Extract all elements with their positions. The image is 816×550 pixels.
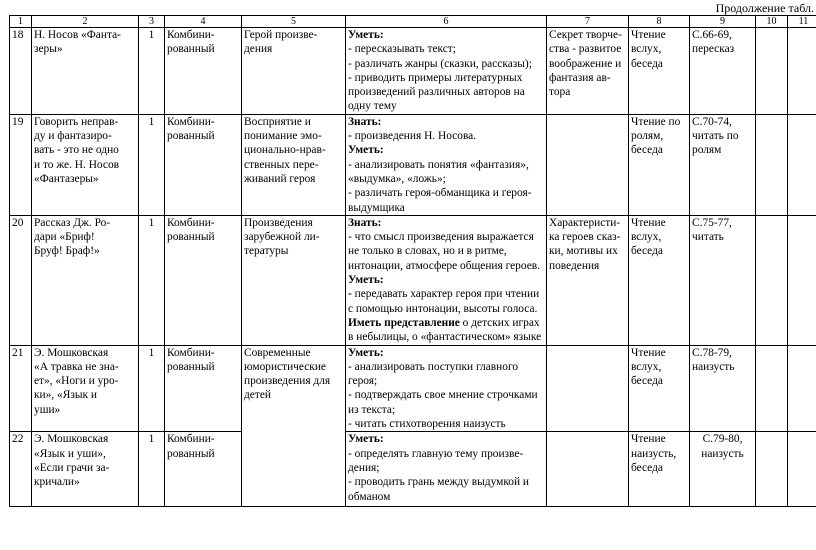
- content-line: [348, 417, 544, 431]
- content-label: Уметь:: [348, 346, 384, 359]
- empty-cell: [756, 215, 788, 345]
- lesson-topic: [32, 215, 139, 345]
- lesson-topic: [32, 114, 139, 215]
- content-label: Уметь:: [348, 29, 384, 41]
- lesson-activity-line: вслух,: [631, 43, 662, 56]
- lesson-aspect-line: Восприятие и: [244, 115, 311, 128]
- lesson-type-line: Комбини-: [167, 216, 215, 229]
- lesson-extra: [547, 114, 629, 215]
- table-row: [10, 215, 816, 345]
- lesson-type-line: Комбини-: [167, 29, 215, 41]
- lesson-type-line: рованный: [167, 360, 215, 373]
- lesson-aspect-line: ционально-нрав-: [244, 144, 326, 157]
- lesson-topic-line: ду и фантазиро-: [34, 130, 112, 143]
- lesson-homework: [690, 432, 756, 507]
- empty-cell: [756, 28, 788, 115]
- lesson-content: [346, 215, 547, 345]
- lesson-activity: [629, 114, 690, 215]
- table-row: [10, 28, 816, 115]
- content-line: [348, 374, 544, 388]
- empty-cell: [788, 432, 816, 507]
- content-label: Уметь:: [348, 433, 384, 446]
- lesson-topic-line: зеры»: [34, 43, 63, 56]
- lesson-topic-line: вать - это не одно: [34, 144, 119, 157]
- content-text: - пересказывать текст;: [348, 43, 456, 56]
- content-text: произведений различных авторов на: [348, 86, 525, 99]
- content-text: в небылицы, о «фантастическом» языке: [348, 331, 542, 344]
- lesson-extra-line: тора: [549, 86, 571, 99]
- lesson-topic: [32, 345, 139, 432]
- content-text: - анализировать поступки главного: [348, 360, 519, 373]
- column-number: 11: [788, 16, 816, 28]
- lesson-homework-line: наизусть: [701, 447, 744, 460]
- lesson-topic: [32, 432, 139, 507]
- lesson-aspect-line: ственных пере-: [244, 158, 319, 171]
- lesson-extra-line: Секрет творче-: [549, 29, 622, 41]
- content-line: [348, 85, 544, 99]
- lesson-aspect-line: понимание эмо-: [244, 130, 322, 143]
- lesson-topic-line: Э. Мошковская: [34, 346, 109, 359]
- lesson-extra-line: ства - развитое: [549, 43, 622, 56]
- lesson-content: [346, 432, 547, 507]
- content-text: - различать жанры (сказки, рассказы);: [348, 57, 532, 70]
- table-row: [10, 114, 816, 215]
- content-text: обманом: [348, 490, 391, 503]
- content-text: - анализировать понятия «фантазия»,: [348, 158, 529, 171]
- lesson-homework-line: наизусть: [692, 360, 735, 373]
- content-line: [348, 273, 544, 287]
- lesson-topic-line: уши»: [34, 403, 61, 416]
- content-text: интонации, атмосфере общения героев.: [348, 259, 540, 272]
- lesson-homework: [690, 114, 756, 215]
- lesson-hours: 1: [139, 432, 165, 507]
- lesson-hours: 1: [139, 114, 165, 215]
- content-line: [348, 129, 544, 143]
- lesson-type-line: Комбини-: [167, 346, 215, 359]
- lesson-content: [346, 28, 547, 115]
- lesson-extra-line: Характеристи-: [549, 216, 621, 229]
- content-text: одну тему: [348, 100, 397, 113]
- lesson-activity-line: беседа: [631, 461, 663, 474]
- lesson-topic-line: и то же. Н. Носов: [34, 158, 120, 171]
- empty-cell: [788, 114, 816, 215]
- lesson-homework-line: С.66-69,: [692, 29, 732, 41]
- content-line: [348, 360, 544, 374]
- lesson-extra: [547, 345, 629, 432]
- lesson-hours: 1: [139, 215, 165, 345]
- lesson-hours: 1: [139, 345, 165, 432]
- lesson-topic-line: Э. Мошковская: [34, 433, 109, 446]
- lesson-aspect-line: живаний героя: [244, 172, 316, 185]
- column-number: 6: [346, 16, 547, 28]
- content-line: [348, 230, 544, 244]
- empty-cell: [756, 345, 788, 432]
- lesson-activity-line: Чтение: [631, 216, 666, 229]
- content-line: [348, 259, 544, 273]
- lesson-activity: [629, 345, 690, 432]
- lesson-type: [165, 28, 242, 115]
- column-number: 2: [32, 16, 139, 28]
- lesson-activity-line: беседа: [631, 57, 663, 70]
- lesson-homework: [690, 28, 756, 115]
- content-text: дения;: [348, 461, 380, 474]
- lesson-number: 20: [10, 215, 32, 345]
- content-line: [348, 28, 544, 42]
- lesson-aspect-line: тературы: [244, 245, 289, 258]
- lesson-content: [346, 345, 547, 432]
- lesson-topic-line: «Фантазеры»: [34, 172, 99, 185]
- content-text: «выдумка», «ложь»;: [348, 172, 446, 185]
- content-line: [348, 186, 544, 200]
- lesson-activity: [629, 432, 690, 507]
- lesson-type-line: рованный: [167, 447, 215, 460]
- lesson-homework-line: читать по: [692, 130, 739, 143]
- content-text: из текста;: [348, 403, 396, 416]
- lesson-activity-line: Чтение: [631, 346, 666, 359]
- content-line: [348, 330, 544, 344]
- lesson-type-line: рованный: [167, 231, 215, 244]
- content-label: Уметь:: [348, 144, 384, 157]
- content-text: героя;: [348, 375, 378, 388]
- empty-cell: [788, 215, 816, 345]
- lesson-aspect-line: детей: [244, 389, 271, 402]
- content-text: - определять главную тему произве-: [348, 447, 524, 460]
- lesson-aspect-line: дения: [244, 43, 273, 56]
- column-number: 1: [10, 16, 32, 28]
- lesson-type-line: рованный: [167, 43, 215, 56]
- lesson-activity-line: вслух,: [631, 360, 662, 373]
- column-number: 3: [139, 16, 165, 28]
- lesson-topic-line: Бруф! Браф!»: [34, 245, 100, 258]
- lesson-topic-line: ки», «Язык и: [34, 389, 97, 402]
- content-line: [348, 99, 544, 113]
- lesson-activity-line: Чтение: [631, 29, 666, 41]
- content-text: - подтверждать свое мнение строчками: [348, 389, 538, 402]
- lesson-number: 22: [10, 432, 32, 507]
- content-label: Знать:: [348, 216, 382, 229]
- content-text: о детских играх: [459, 316, 540, 329]
- lesson-activity-line: вслух,: [631, 231, 662, 244]
- content-line: [348, 346, 544, 360]
- content-label: Уметь:: [348, 274, 384, 287]
- content-line: [348, 201, 544, 215]
- lesson-activity: [629, 28, 690, 115]
- content-line: [348, 287, 544, 301]
- content-line: [348, 158, 544, 172]
- lesson-activity-line: беседа: [631, 144, 663, 157]
- lesson-aspect: [242, 114, 346, 215]
- content-text: произведения Н. Носова.: [351, 130, 477, 143]
- lesson-aspect: [242, 215, 346, 345]
- lesson-topic-line: Н. Носов «Фанта-: [34, 29, 121, 41]
- content-line: [348, 302, 544, 316]
- content-text: - проводить грань между выдумкой и: [348, 476, 530, 489]
- content-line: [348, 244, 544, 258]
- column-number: 4: [165, 16, 242, 28]
- content-line: [348, 172, 544, 186]
- lesson-type-line: Комбини-: [167, 433, 215, 446]
- lesson-topic-line: ет», «Ноги и уро-: [34, 375, 119, 388]
- lesson-extra-line: ки, мотивы их: [549, 245, 618, 258]
- empty-cell: [788, 345, 816, 432]
- content-line: [348, 432, 544, 446]
- lesson-number: 21: [10, 345, 32, 432]
- content-line: [348, 447, 544, 461]
- content-line: [348, 316, 544, 330]
- content-text: передавать характер героя при чтении: [351, 288, 540, 301]
- lesson-number: 18: [10, 28, 32, 115]
- lesson-activity-line: Чтение по: [631, 115, 681, 128]
- lesson-type-line: Комбини-: [167, 115, 215, 128]
- content-text: - различать героя-обманщика и героя-: [348, 187, 532, 200]
- content-text: - читать стихотворения наизусть: [348, 418, 506, 431]
- lesson-topic-line: Рассказ Дж. Ро-: [34, 216, 111, 229]
- lesson-type: [165, 345, 242, 432]
- lesson-homework-line: С.70-74,: [692, 115, 732, 128]
- lesson-homework: [690, 345, 756, 432]
- column-number: 8: [629, 16, 690, 28]
- lesson-content: [346, 114, 547, 215]
- lesson-homework-line: С.78-79,: [692, 346, 732, 359]
- lesson-extra-line: фантазия ав-: [549, 71, 611, 84]
- lesson-aspect-line: Современные: [244, 346, 311, 359]
- lesson-plan-table: [9, 15, 816, 507]
- column-number: 7: [547, 16, 629, 28]
- lesson-type-line: рованный: [167, 130, 215, 143]
- table-row: [10, 345, 816, 432]
- lesson-topic-line: «Язык и уши»,: [34, 447, 106, 460]
- content-line: [348, 143, 544, 157]
- lesson-activity-line: ролям,: [631, 130, 664, 143]
- content-line: [348, 115, 544, 129]
- content-line: [348, 475, 544, 489]
- content-label: -: [348, 288, 352, 301]
- content-line: [348, 57, 544, 71]
- lesson-homework-line: С.79-80,: [702, 433, 743, 446]
- column-number-row: [10, 16, 816, 28]
- lesson-activity-line: беседа: [631, 245, 663, 258]
- content-text: выдумщика: [348, 201, 405, 214]
- content-line: [348, 403, 544, 417]
- lesson-extra: [547, 28, 629, 115]
- content-label: Иметь представление: [348, 316, 460, 329]
- empty-cell: [756, 114, 788, 215]
- lesson-homework-line: ролям: [692, 144, 722, 157]
- table-row: [10, 432, 816, 507]
- lesson-type: [165, 432, 242, 507]
- lesson-extra-line: ка героев сказ-: [549, 231, 621, 244]
- lesson-type: [165, 114, 242, 215]
- content-line: [348, 71, 544, 85]
- continuation-label: Продолжение табл.: [715, 1, 814, 15]
- lesson-activity-line: наизусть,: [631, 447, 677, 460]
- lesson-extra-line: поведения: [549, 259, 600, 272]
- lesson-topic-line: Говорить неправ-: [34, 115, 119, 128]
- lesson-homework-line: пересказ: [692, 43, 735, 56]
- lesson-homework-line: читать: [692, 231, 724, 244]
- lesson-extra: [547, 215, 629, 345]
- column-number: 5: [242, 16, 346, 28]
- content-label: Знать:: [348, 115, 382, 128]
- lesson-topic-line: «А травка не зна-: [34, 360, 119, 373]
- lesson-topic: [32, 28, 139, 115]
- lesson-extra: [547, 432, 629, 507]
- empty-cell: [756, 432, 788, 507]
- lesson-activity-line: Чтение: [631, 433, 666, 446]
- lesson-type: [165, 215, 242, 345]
- lesson-topic-line: дари «Бриф!: [34, 231, 95, 244]
- content-line: [348, 490, 544, 504]
- lesson-hours: 1: [139, 28, 165, 115]
- lesson-aspect: [242, 345, 346, 507]
- content-line: [348, 461, 544, 475]
- content-line: [348, 388, 544, 402]
- content-label: -: [348, 130, 352, 143]
- empty-cell: [788, 28, 816, 115]
- lesson-activity-line: беседа: [631, 375, 663, 388]
- lesson-topic-line: «Если грачи за-: [34, 461, 110, 474]
- lesson-aspect: [242, 28, 346, 115]
- lesson-topic-line: кричали»: [34, 476, 80, 489]
- content-text: - что смысл произведения выражается: [348, 231, 534, 244]
- lesson-aspect-line: зарубежной ли-: [244, 231, 320, 244]
- lesson-number: 19: [10, 114, 32, 215]
- lesson-aspect-line: произведения для: [244, 375, 331, 388]
- lesson-extra-line: воображение и: [549, 57, 622, 70]
- lesson-aspect-line: Герой произве-: [244, 29, 318, 41]
- content-text: не только в словах, но и в ритме,: [348, 245, 507, 258]
- lesson-aspect-line: юмористические: [244, 360, 326, 373]
- content-text: - приводить примеры литературных: [348, 71, 523, 84]
- content-text: с помощью интонации, высоты голоса.: [348, 302, 538, 315]
- lesson-aspect-line: Произведения: [244, 216, 313, 229]
- content-line: [348, 216, 544, 230]
- content-line: [348, 42, 544, 56]
- column-number: 10: [756, 16, 788, 28]
- column-number: 9: [690, 16, 756, 28]
- lesson-homework-line: С.75-77,: [692, 216, 732, 229]
- lesson-homework: [690, 215, 756, 345]
- lesson-activity: [629, 215, 690, 345]
